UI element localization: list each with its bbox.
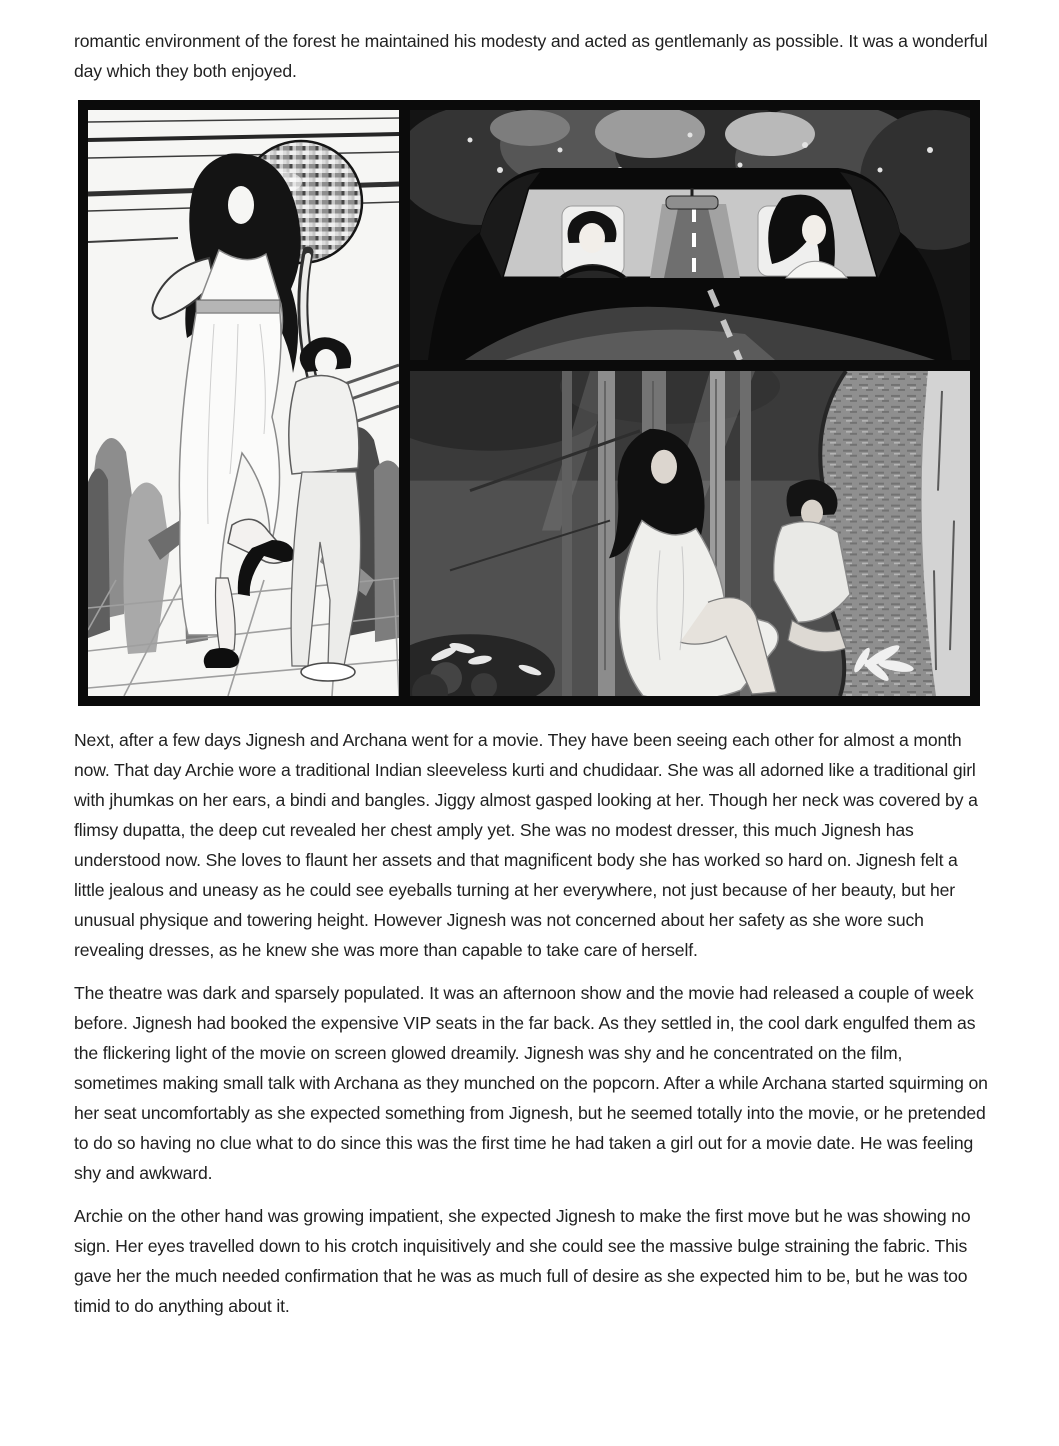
comic-illustration xyxy=(78,100,980,706)
story-paragraph-3: Archie on the other hand was growing impatient, she expected Jignesh to make the first move but he was showing no sign. Her eyes travelled down to his crotch inquisitively and she could see the massive bulge straining the fabric. This gave her the much needed confirmation that he was as much full of desire as she expected him to be, but he was too timid to do anything about it. xyxy=(74,1206,971,1316)
panel-car xyxy=(410,110,970,360)
story-paragraph-1: Next, after a few days Jignesh and Archana went for a movie. They have been seeing each other for almost a month now. That day Archie wore a traditional Indian sleeveless kurti and chudidaar. She was all adorned like a traditional girl with jhumkas on her ears, a bindi and bangles. Jiggy almost gasped looking at her. Though her neck was covered by a flimsy dupatta, the deep cut revealed her chest amply yet. She was no modest dresser, this much Jignesh has understood now. She loves to flaunt her assets and that magnificent body she has worked so hard on. Jignesh felt a little jealous and uneasy as he could see eyeballs turning at her everywhere, not just because of her beauty, but her unusual physique and towering height. However Jignesh was not concerned about her safety as she wore such revealing dresses, as he knew she was more than capable to take care of herself. xyxy=(74,730,978,960)
car-scene xyxy=(410,110,970,360)
intro-paragraph: romantic environment of the forest he maintained his modesty and acted as gentlemanly as possible. It was a wonderful day which they both enjoyed. xyxy=(74,31,988,81)
story-paragraph-2: The theatre was dark and sparsely populated. It was an afternoon show and the movie had released a couple of week before. Jignesh had booked the expensive VIP seats in the far back. As they settled in, the cool dark engulfed them as the flickering light of the movie on screen glowed dreamily. Jignesh was shy and he concentrated on the film, sometimes making small talk with Archana as they munched on the popcorn. After a while Archana started squirming on her seat uncomfortably as she expected something from Jignesh, but he seemed totally into the movie, or he pretended to do so having no clue what to do since this was the first time he had taken a girl out for a movie date. He was feeling shy and awkward. xyxy=(74,983,988,1183)
panel-dance-club xyxy=(88,110,399,696)
panel-forest xyxy=(410,371,970,696)
sneaker xyxy=(301,663,355,681)
dance-club-scene xyxy=(88,110,399,696)
forest-scene xyxy=(410,371,970,696)
right-panel-column xyxy=(410,110,970,696)
car xyxy=(428,168,952,360)
